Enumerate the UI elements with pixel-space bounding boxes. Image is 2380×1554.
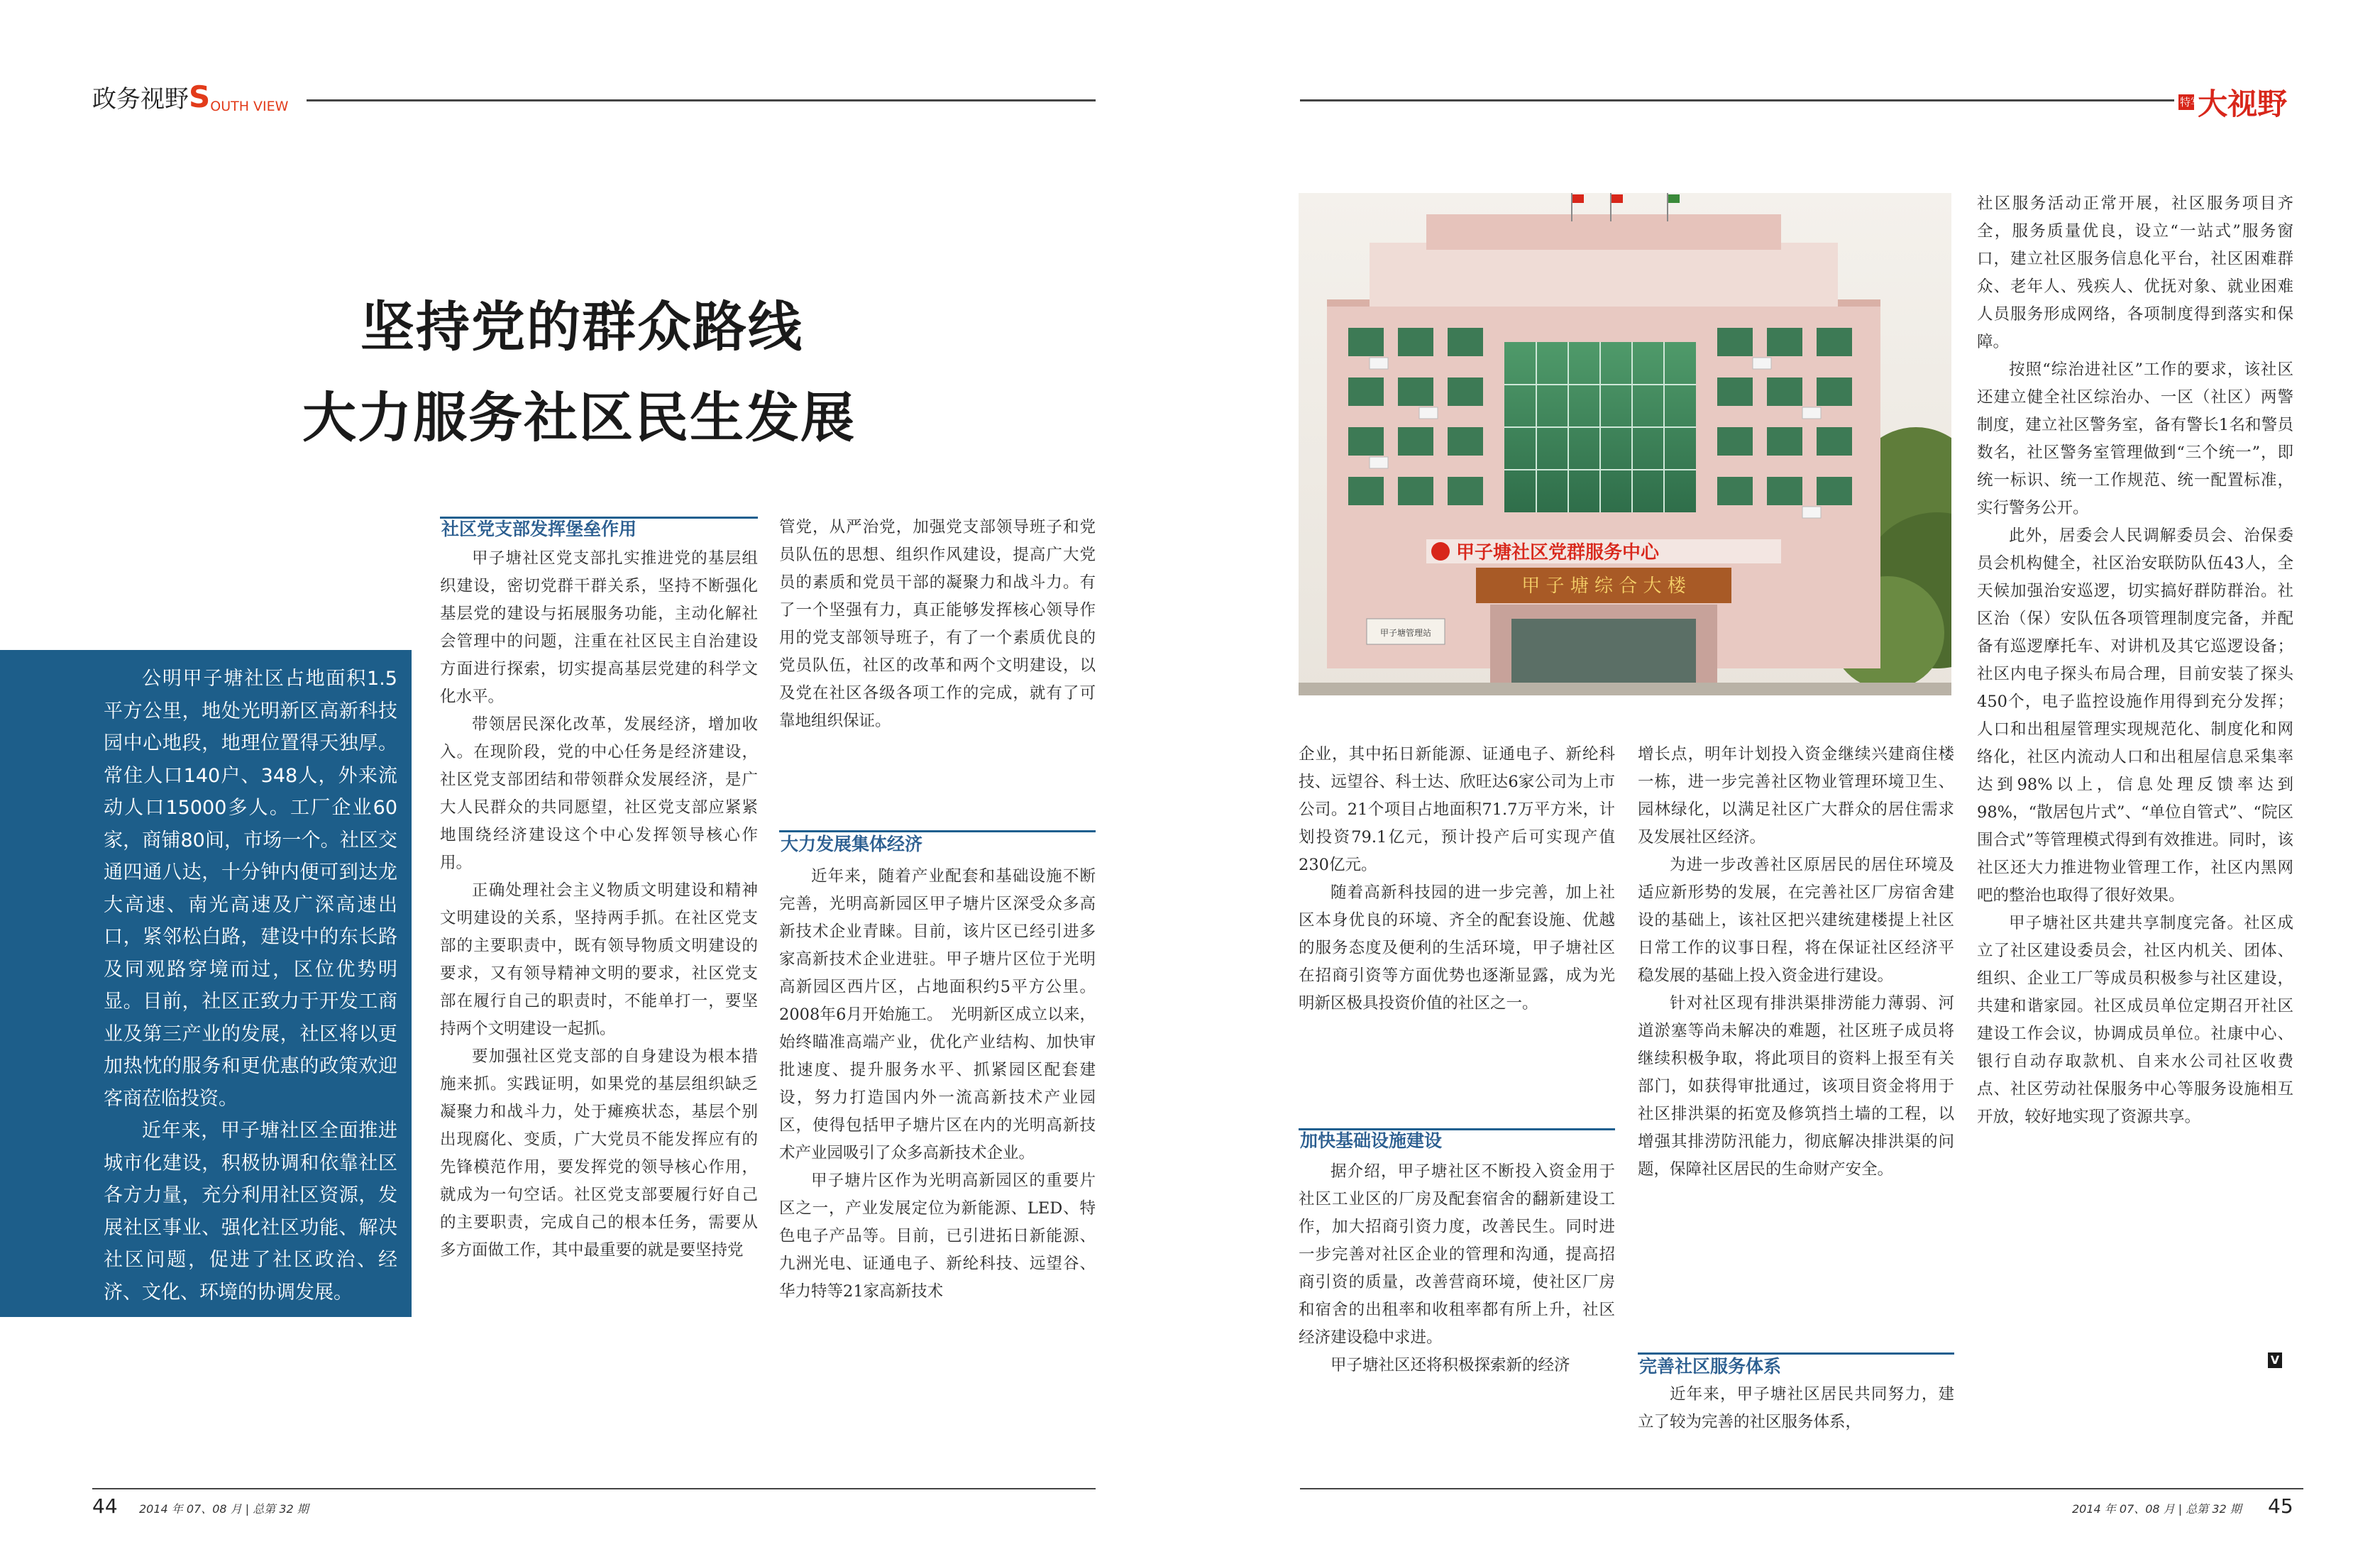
issue-info-right: 2014 年 07、08 月 | 总第 32 期	[2072, 1502, 2242, 1516]
paragraph: 针对社区现有排洪渠排涝能力薄弱、河道淤塞等尚未解决的难题，社区班子成员将继续积极争取，将此项目的资料上报至有关部门，如获得审批通过，该项目资金将用于社区排洪渠的拓宽及修筑挡土墙的工程，以增强其排涝防汛能力，彻底解决排洪渠的问题，保障社区居民的生命财产安全。	[1638, 994, 1954, 1179]
article-title-line2: 大力服务社区民生发展	[302, 386, 856, 449]
paragraph: 此外，居委会人民调解委员会、治保委员会机构健全，社区治安联防队伍43人，全天候加强治安巡逻，切实搞好群防群治。社区治（保）安队伍各项管理制度完备，并配备有巡逻摩托车、对讲机及其它巡逻设备；社区内电子探头布局合理，目前安装了探头450个，电子监控设施作用得到充分发挥；人口和出租屋管理实现规范化、制度化和网络化，社区内流动人口和出租屋信息采集率达到98%以上，信息处理反馈率达到98%，“散居包片式”、“单位自管式”、“院区围合式”等管理模式得到有效推进。同时，该社区还大力推进物业管理工作，社区内黑网吧的整治也取得了很好效果。	[1977, 527, 2293, 905]
header-rule-left	[307, 99, 1096, 101]
column-4-top	[1638, 741, 1954, 1184]
paragraph: 社区服务活动正常开展，社区服务项目齐全，服务质量优良，设立“一站式”服务窗口，建立社区服务信息化平台，社区困难群众、老年人、残疾人、优抚对象、就业困难人员服务形成网络，各项制度得到落实和保障。	[1977, 194, 2293, 351]
header-rule-right	[1300, 99, 2174, 101]
paragraph: 近年来，随着产业配套和基础设施不断完善，光明高新园区甲子塘片区深受众多高新技术企业青睐。目前，该片区已经引进多家高新技术企业进驻。甲子塘片区位于光明高新园区西片区，占地面积约5平方公里。2008年6月开始施工。 光明新区成立以来，始终瞄准高端产业，优化产业结构、加快审批速度、提升服务水平、抓紧园区配套建设，努力打造国内外一流高新技术产业园区，使得包括甲子塘片区在内的光明高新技术产业园吸引了众多高新技术企业。	[779, 867, 1096, 1162]
intro-paragraph: 公明甲子塘社区占地面积1.5平方公里，地处光明新区高新科技园中心地段，地理位置得天独厚。常住人口140户、348人，外来流动人口15000多人。工厂企业60家，商铺80间，市场一个。社区交通四通八达，十分钟内便可到达龙大高速、南光高速及广深高速出口，紧邻松白路，建设中的东长路及同观路穿境而过，区位优势明显。目前，社区正致力于开发工商业及第三产业的发展，社区将以更加热忱的服务和更优惠的政策欢迎客商莅临投资。	[104, 668, 397, 1110]
paragraph: 正确处理社会主义物质文明建设和精神文明建设的关系，坚持两手抓。在社区党支部的主要职责中，既有领导物质文明建设的要求，又有领导精神文明的要求，社区党支部在履行自己的职责时，不能单打一，要坚持两个文明建设一起抓。	[440, 881, 758, 1038]
column-3-bottom	[1299, 1158, 1615, 1379]
article-title-line1: 坚持党的群众路线	[360, 295, 803, 358]
header-brand: 大视野	[2198, 87, 2288, 121]
paragraph: 甲子塘社区共建共享制度完备。社区成立了社区建设委员会，社区内机关、团体、组织、企业工厂等成员积极参与社区建设，共建和谐家园。社区成员单位定期召开社区建设工作会议，协调成员单位。社康中心、银行自动存取款机、自来水公司社区收费点、社区劳动社保服务中心等服务设施相互开放，较好地实现了资源共享。	[1977, 914, 2293, 1126]
page-number-left: 44	[92, 1494, 118, 1518]
section-heading: 加快基础设施建设	[1300, 1130, 1443, 1151]
page-number-right: 45	[2268, 1494, 2293, 1518]
building-illustration	[1299, 193, 1951, 695]
paragraph: 管党，从严治党，加强党支部领导班子和党员队伍的思想、组织作风建设，提高广大党员的素质和党员干部的凝聚力和战斗力。有了一个坚强有力，真正能够发挥核心领导作用的党支部领导班子，有了一个素质优良的党员队伍，社区的改革和两个文明建设，以及党在社区各级各项工作的完成，就有了可靠地组织保证。	[779, 518, 1096, 730]
intro-sidebar	[0, 650, 412, 1317]
photo-sign-red: 甲子塘社区党群服务中心	[1456, 542, 1660, 563]
column-3-top	[1299, 741, 1615, 1018]
column-1	[440, 545, 758, 1264]
paragraph: 甲子塘社区党支部扎实推进党的基层组织建设，密切党群干群关系，坚持不断强化基层党的建设与拓展服务功能，主动化解社会管理中的问题，注重在社区民主自治建设方面进行探索，切实提高基层党建的科学文化水平。	[440, 549, 758, 706]
footer-rule-right	[1300, 1488, 2303, 1489]
section-en-rest: OUTH VIEW	[210, 99, 289, 114]
paragraph: 甲子塘片区作为光明高新园区的重要片区之一，产业发展定位为新能源、LED、特色电子产品等。目前，已引进拓日新能源、九洲光电、证通电子、新纶科技、远望谷、华力特等21家高新技术	[779, 1172, 1096, 1301]
section-heading: 完善社区服务体系	[1639, 1356, 1782, 1377]
section-heading: 大力发展集体经济	[781, 834, 923, 854]
paragraph: 带领居民深化改革，发展经济，增加收入。在现阶段，党的中心任务是经济建设，社区党支部团结和带领群众发展经济，是广大人民群众的共同愿望，社区党支部应紧紧地围绕经济建设这个中心发挥领导核心作用。	[440, 715, 758, 872]
issue-info-left: 2014 年 07、08 月 | 总第 32 期	[139, 1502, 309, 1516]
paragraph: 为进一步改善社区原居民的居住环境及适应新形势的发展，在完善社区厂房宿舍建设的基础上，该社区把兴建统建楼提上社区日常工作的议事日程，将在保证社区经济平稳发展的基础上投入资金进行建设。	[1638, 856, 1954, 985]
section-label: 政务视野	[92, 85, 189, 114]
photo-plaque: 甲子塘管理站	[1379, 628, 1432, 638]
paragraph: 企业，其中拓日新能源、证通电子、新纶科技、远望谷、科士达、欣旺达6家公司为上市公司。21个项目占地面积71.7万平方米，计划投资79.1亿元，预计投产后可实现产值230亿元。	[1299, 745, 1615, 874]
paragraph: 增长点，明年计划投入资金继续兴建商住楼一栋，进一步完善社区物业管理环境卫生、园林绿化，以满足社区广大群众的居住需求及发展社区经济。	[1638, 745, 1954, 847]
paragraph: 随着高新科技园的进一步完善，加上社区本身优良的环境、齐全的配套设施、优越的服务态度及便利的生活环境，甲子塘社区在招商引资等方面优势也逐渐显露，成为光明新区极具投资价值的社区之一。	[1299, 883, 1615, 1013]
paragraph: 按照“综治进社区”工作的要求，该社区还建立健全社区综治办、一区（社区）两警制度，建立社区警务室，备有警长1名和警员数名，社区警务室管理做到“三个统一”，即统一标识、统一工作规范、统一配置标准，实行警务公开。	[1977, 360, 2293, 517]
header-right	[2178, 81, 2288, 121]
section-en-initial: S	[189, 79, 211, 114]
paragraph: 甲子塘社区还将积极探索新的经济	[1331, 1356, 1570, 1374]
section-heading: 社区党支部发挥堡垒作用	[441, 519, 637, 539]
paragraph: 要加强社区党支部的自身建设为根本措施来抓。实践证明，如果党的基层组织缺乏凝聚力和战斗力，处于瘫痪状态，基层个别出现腐化、变质，广大党员不能发挥应有的先锋模范作用，要发挥党的领导核心作用，就成为一句空话。社区党支部要履行好自己的主要职责，完成自己的根本任务，需要从多方面做工作，其中最重要的就是要坚持党	[440, 1047, 758, 1260]
footer-rule-left	[92, 1488, 1096, 1489]
intro-paragraph: 近年来，甲子塘社区全面推进城市化建设，积极协调和依靠社区各方力量，充分利用社区资源，发展社区事业、强化社区功能、解决社区问题，促进了社区政治、经济、文化、环境的协调发展。	[104, 1120, 397, 1304]
paragraph: 据介绍，甲子塘社区不断投入资金用于社区工业区的厂房及配套宿舍的翻新建设工作，加大招商引资力度，改善民生。同时进一步完善对社区企业的管理和沟通，提高招商引资的质量，改善营商环境，使社区厂房和宿舍的出租率和收租率都有所上升，社区经济建设稳中求进。	[1299, 1162, 1615, 1347]
column-2-bottom	[779, 863, 1096, 1306]
building-photo	[1299, 193, 1951, 695]
paragraph: 近年来，甲子塘社区居民共同努力，建立了较为完善的社区服务体系，	[1638, 1385, 1954, 1431]
column-5	[1977, 190, 2293, 1131]
end-mark-icon: V	[2268, 1352, 2282, 1368]
column-2-top	[779, 514, 1096, 735]
photo-sign-gold: 甲 子 塘 综 合 大 楼	[1521, 575, 1686, 597]
header-left	[92, 79, 288, 115]
column-4-bottom	[1638, 1381, 1954, 1436]
header-tag: 特写	[2180, 96, 2202, 109]
